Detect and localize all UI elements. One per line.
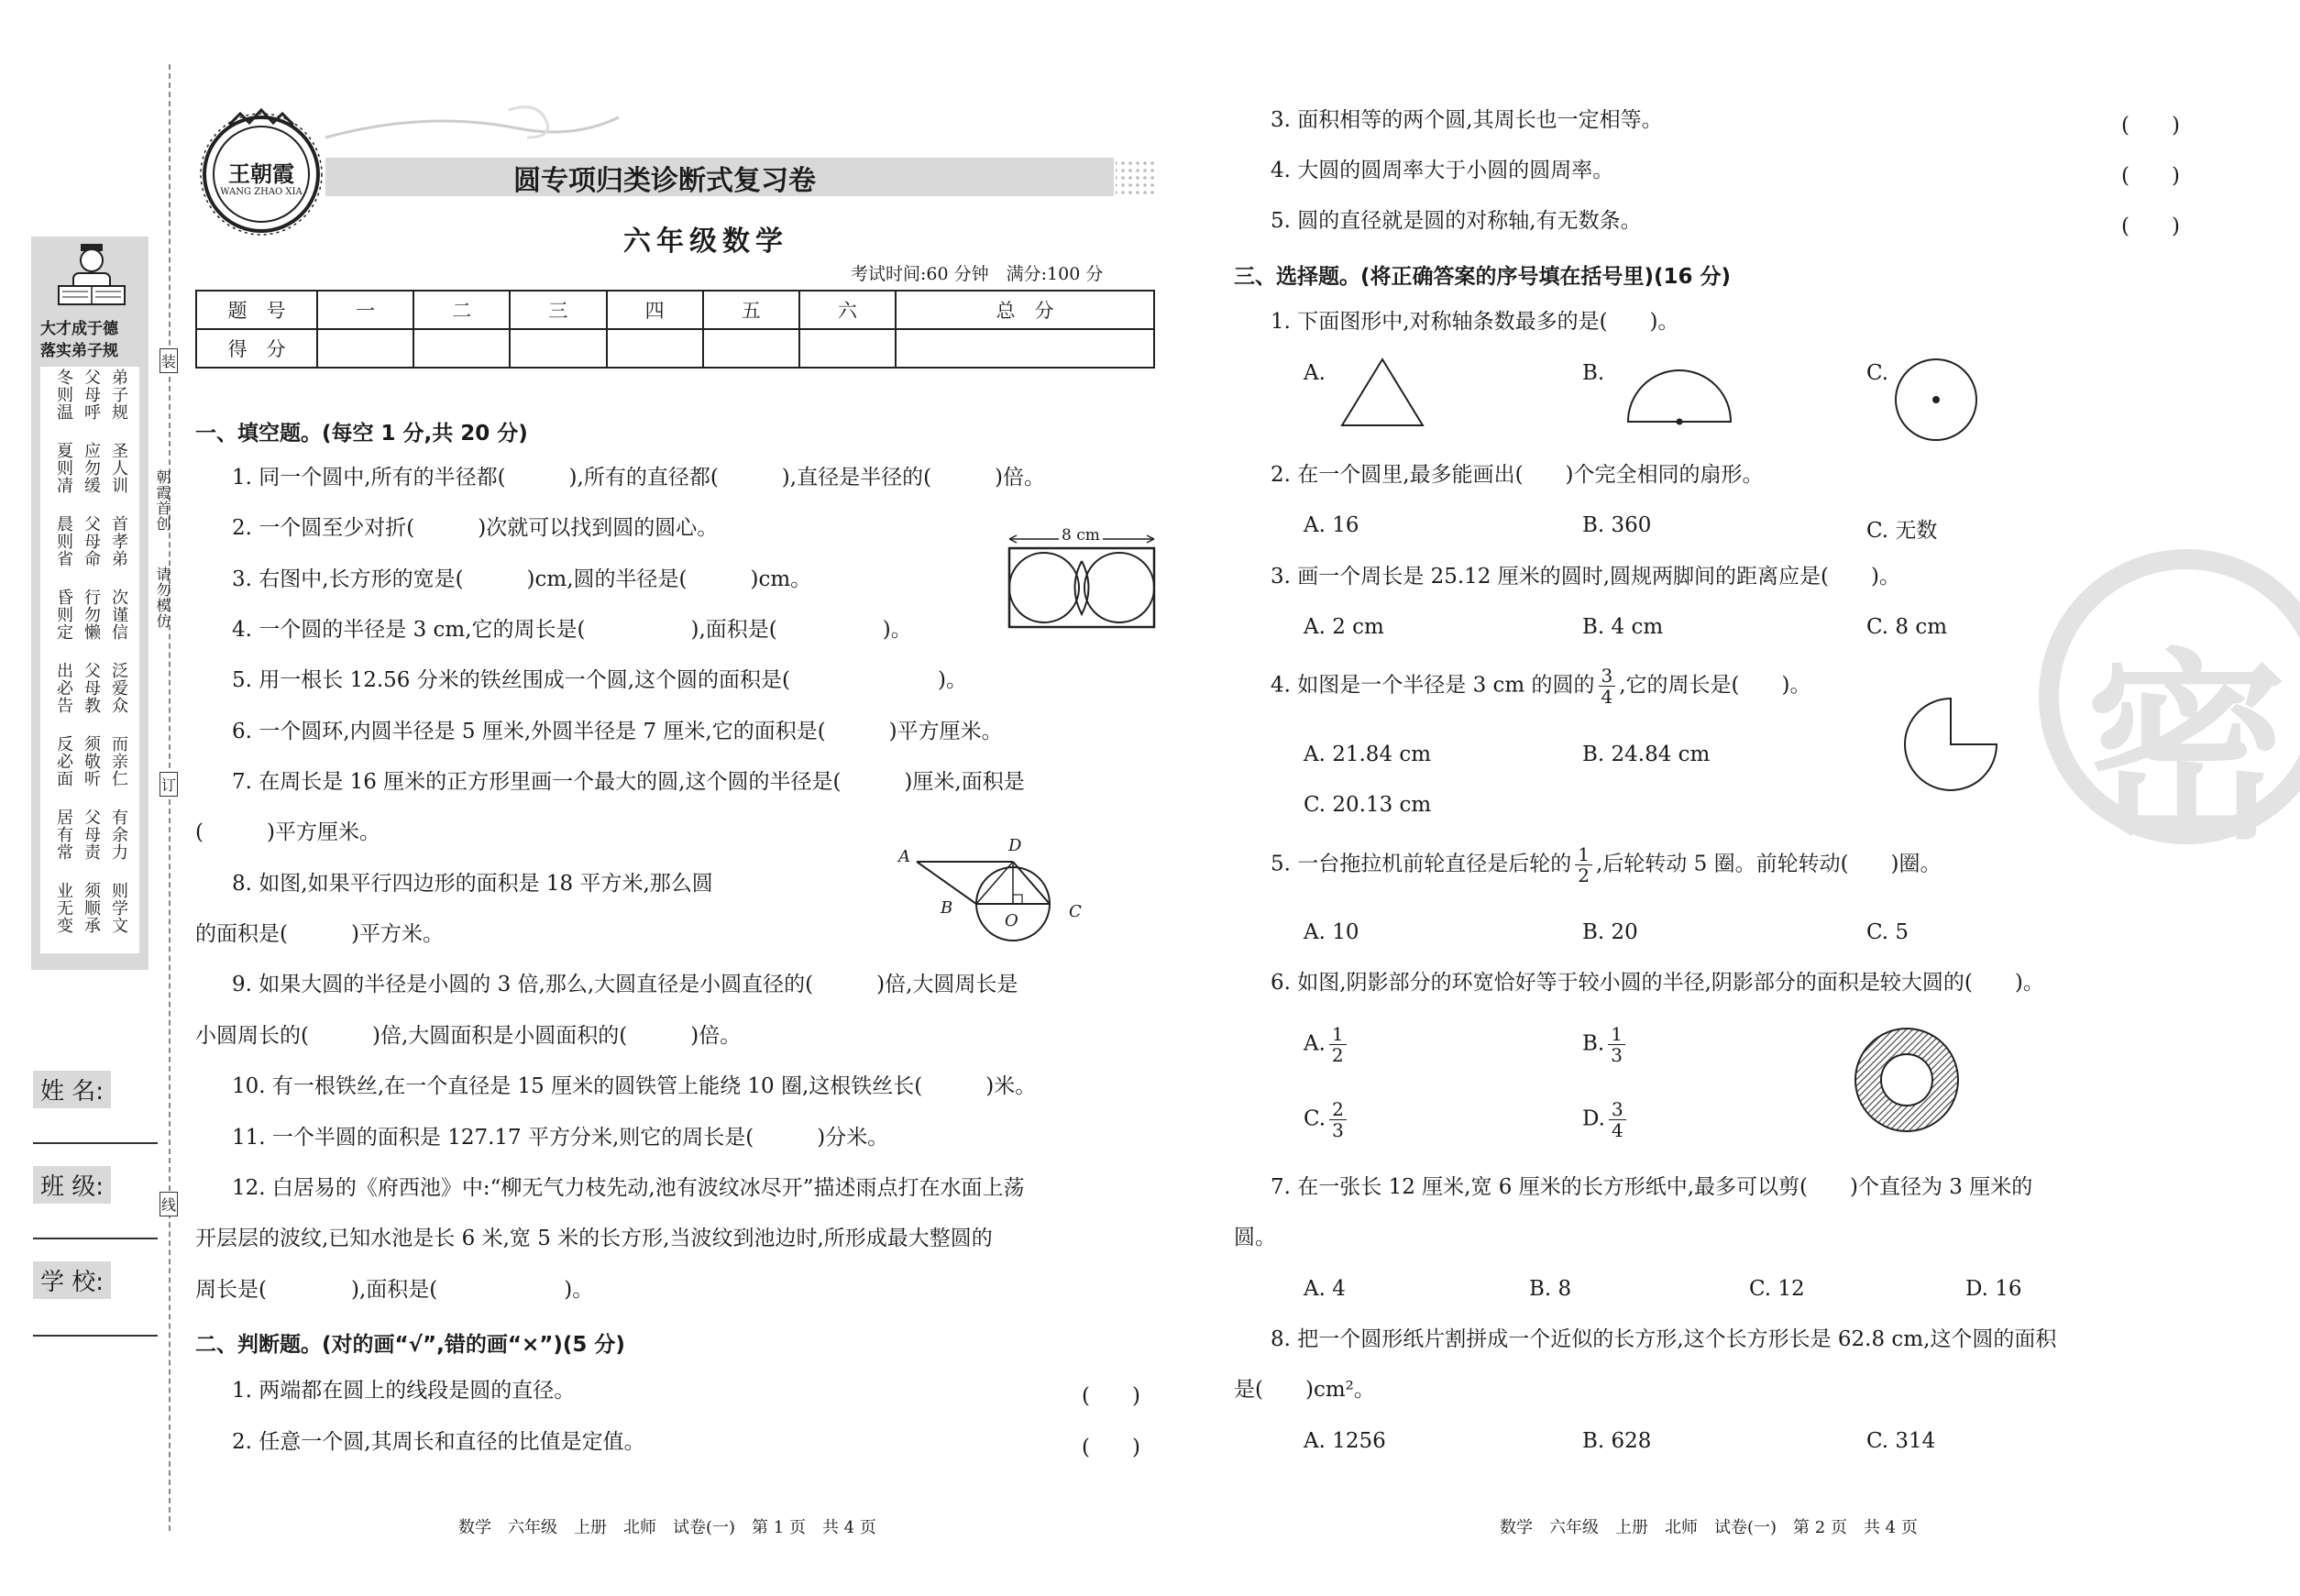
s3-q6-opt-d[interactable]: D. $\frac{3}{4}$ xyxy=(1582,1100,1630,1139)
s3-q3: 3. 画一个周长是 25.12 厘米的圆时,圆规两脚间的距离应是( )。 xyxy=(1271,565,1900,589)
poem-column: 行勿懒 xyxy=(82,589,101,641)
s1-q8b: 的面积是( )平方米。 xyxy=(195,922,444,946)
poem-column: 弟子规 xyxy=(109,369,128,421)
s1-q7a: 7. 在周长是 16 厘米的正方形里画一个最大的圆,这个圆的半径是( )厘米,面积是 xyxy=(232,770,1025,794)
s3-q6: 6. 如图,阴影部分的环宽恰好等于较小圆的半径,阴影部分的面积是较大圆的( )。 xyxy=(1271,971,2044,995)
school-field[interactable] xyxy=(33,1335,158,1337)
s2-q1: 1. 两端都在圆上的线段是圆的直径。 xyxy=(232,1379,576,1403)
cut-mark-1: 装 xyxy=(160,348,178,373)
s3-q5-opt-a[interactable]: A. 10 xyxy=(1304,920,1359,944)
poem-column: 业无变 xyxy=(54,882,73,934)
poem-column: 次谨信 xyxy=(109,589,128,641)
s3-q2-opt-b[interactable]: B. 360 xyxy=(1582,513,1652,537)
fig8-label-d: D xyxy=(1008,836,1022,855)
poem-column: 应勿缓 xyxy=(82,442,101,494)
poem-column: 有余力 xyxy=(109,809,128,861)
s3-q8a: 8. 把一个圆形纸片割拼成一个近似的长方形,这个长方形长是 62.8 cm,这个圆的面积 xyxy=(1271,1327,2057,1351)
s3-q4 xyxy=(1271,666,1811,706)
s3-q5-fraction: $\frac{1}{2}$ xyxy=(1575,845,1592,885)
s3-q6-opt-b[interactable]: B. $\frac{1}{3}$ xyxy=(1582,1025,1629,1064)
s3-q8-opt-a[interactable]: A. 1256 xyxy=(1304,1429,1386,1453)
score-input[interactable] xyxy=(799,329,896,368)
s3-q5-text-pre: 5. 一台拖拉机前轮直径是后轮的 xyxy=(1271,852,1572,876)
poem-column: 反必面 xyxy=(54,735,73,787)
s1-q5: 5. 用一根长 12.56 分米的铁丝围成一个圆,这个圆的面积是( )。 xyxy=(232,668,967,692)
class-field[interactable] xyxy=(33,1238,158,1239)
cut-line xyxy=(169,64,171,1531)
s2-q5-answer[interactable]: ( ) xyxy=(2121,215,2180,238)
s1-q9b: 小圆周长的( )倍,大圆面积是小圆面积的( )倍。 xyxy=(195,1024,742,1048)
s2-q3: 3. 面积相等的两个圆,其周长也一定相等。 xyxy=(1271,108,1663,132)
s3-q5-text-post: ,后轮转动 5 圈。前轮转动( )圈。 xyxy=(1596,852,1942,876)
section3-heading: 三、选择题。(将正确答案的序号填在括号里)(16 分) xyxy=(1234,265,1732,289)
s1-q7b: ( )平方厘米。 xyxy=(195,820,380,844)
s3-q8-opt-b[interactable]: B. 628 xyxy=(1582,1429,1652,1453)
s3-q6-opt-a[interactable]: A. $\frac{1}{2}$ xyxy=(1304,1025,1350,1064)
s3-q2-opt-c[interactable]: C. 无数 xyxy=(1866,519,1938,543)
three-quarter-circle-shape xyxy=(1903,697,1998,792)
poem-column: 冬则温 xyxy=(54,369,73,421)
s3-q4-opt-b[interactable]: B. 24.84 cm xyxy=(1582,743,1711,766)
score-cell: 总 分 xyxy=(896,291,1154,329)
s3-q7-opt-a[interactable]: A. 4 xyxy=(1304,1277,1346,1301)
s1-q2: 2. 一个圆至少对折( )次就可以找到圆的圆心。 xyxy=(232,516,719,540)
s1-q8a: 8. 如图,如果平行四边形的面积是 18 平方米,那么圆 xyxy=(232,872,713,896)
s3-q4-text-post: ,它的周长是( )。 xyxy=(1619,673,1811,698)
s3-q1-opt-a[interactable]: A. xyxy=(1304,361,1326,385)
figure-parallelogram-circle xyxy=(894,842,1091,942)
poem-column: 夏则凊 xyxy=(54,442,73,494)
page-title: 圆专项归类诊断式复习卷 xyxy=(513,165,816,197)
poem-column: 泛爱众 xyxy=(109,662,128,714)
s3-q4-text-pre: 4. 如图是一个半径是 3 cm 的圆的 xyxy=(1271,673,1595,698)
score-input[interactable] xyxy=(413,329,510,368)
cut-mark-3: 线 xyxy=(160,1192,178,1216)
fig8-label-b: B xyxy=(941,898,953,918)
footer-page-2: 数学 六年级 上册 北师 试卷(一) 第 2 页 共 4 页 xyxy=(1500,1518,1918,1537)
poem-column: 须敬听 xyxy=(82,735,101,787)
fig8-label-o: O xyxy=(1005,911,1018,930)
s1-q6: 6. 一个圆环,内圆半径是 5 厘米,外圆半径是 7 厘米,它的面积是( )平方厘米。 xyxy=(232,720,1003,743)
s2-q4: 4. 大圆的圆周率大于小圆的圆周率。 xyxy=(1271,159,1614,182)
s1-q3: 3. 右图中,长方形的宽是( )cm,圆的半径是( )cm。 xyxy=(232,567,812,591)
logo-text: 王朝霞 xyxy=(228,160,294,187)
score-table-header-row xyxy=(196,291,1154,329)
poem-column: 而亲仁 xyxy=(109,735,128,787)
watermark-text: 密 xyxy=(2085,632,2287,866)
poem-column: 父母呼 xyxy=(82,369,101,421)
s3-q1-opt-b[interactable]: B. xyxy=(1582,361,1605,385)
score-table-score-row xyxy=(196,329,1154,368)
poem-column: 昏则定 xyxy=(54,589,73,641)
s1-q12b: 开层层的波纹,已知水池是长 6 米,宽 5 米的长方形,当波纹到池边时,所形成最大整圆的 xyxy=(195,1227,993,1250)
s2-q5: 5. 圆的直径就是圆的对称轴,有无数条。 xyxy=(1271,209,1642,233)
s1-q12a: 12. 白居易的《府西池》中:“柳无气力枝先动,池有波纹冰尽开”描述雨点打在水面上荡 xyxy=(232,1176,1025,1200)
poem-column: 父母责 xyxy=(82,809,101,861)
poem-column: 须顺承 xyxy=(82,882,101,934)
s3-q2-opt-a[interactable]: A. 16 xyxy=(1304,513,1359,537)
s2-q3-answer[interactable]: ( ) xyxy=(2121,114,2180,138)
s3-q5 xyxy=(1271,845,1942,885)
poem-column: 父母教 xyxy=(82,662,101,714)
name-field[interactable] xyxy=(33,1142,158,1144)
sidebar-motto-1: 大才成于德 xyxy=(40,320,118,338)
page-subtitle: 六年级数学 xyxy=(623,226,788,258)
scholar-illustration xyxy=(46,240,138,315)
s3-q7-opt-d[interactable]: D. 16 xyxy=(1965,1277,2022,1301)
triangle-shape xyxy=(1337,356,1428,429)
figure-dimension-label: 8 cm xyxy=(1059,526,1103,545)
poem-column: 晨则省 xyxy=(54,515,73,567)
s2-q2-answer[interactable]: ( ) xyxy=(1082,1436,1140,1459)
s3-q7b: 圆。 xyxy=(1234,1226,1276,1249)
score-cell: 题 号 xyxy=(196,291,317,329)
s1-q11: 11. 一个半圆的面积是 127.17 平方分米,则它的周长是( )分米。 xyxy=(232,1126,889,1150)
score-cell: 五 xyxy=(703,291,799,329)
s2-q1-answer[interactable]: ( ) xyxy=(1082,1384,1140,1408)
s3-q4-opt-a[interactable]: A. 21.84 cm xyxy=(1304,743,1432,766)
section2-heading: 二、判断题。(对的画“√”,错的画“×”)(5 分) xyxy=(195,1333,625,1357)
s3-q8b: 是( )cm²。 xyxy=(1234,1378,1375,1402)
poem-column: 圣人训 xyxy=(109,442,128,494)
shaded-ring-shape xyxy=(1852,1025,1962,1135)
class-label: 班 级: xyxy=(33,1166,111,1204)
score-cell: 二 xyxy=(413,291,510,329)
score-cell: 三 xyxy=(510,291,606,329)
s3-q3-opt-b[interactable]: B. 4 cm xyxy=(1582,615,1664,639)
s1-q10: 10. 有一根铁丝,在一个直径是 15 厘米的圆铁管上能绕 10 圈,这根铁丝长( )米。 xyxy=(232,1074,1037,1098)
sidebar-note-1: 朝霞首创 xyxy=(154,469,171,532)
section1-heading: 一、填空题。(每空 1 分,共 20 分) xyxy=(195,422,528,446)
score-input[interactable] xyxy=(510,329,606,368)
s1-q12c: 周长是( ),面积是( )。 xyxy=(195,1278,594,1302)
s3-q4-fraction: $\frac{3}{4}$ xyxy=(1599,666,1616,706)
footer-page-1: 数学 六年级 上册 北师 试卷(一) 第 1 页 共 4 页 xyxy=(458,1518,876,1537)
poem-column: 则学文 xyxy=(109,882,128,934)
s3-q2: 2. 在一个圆里,最多能画出( )个完全相同的扇形。 xyxy=(1271,463,1764,487)
score-cell: 得 分 xyxy=(196,329,317,368)
score-cell: 六 xyxy=(799,291,896,329)
name-label: 姓 名: xyxy=(33,1071,111,1108)
fig8-label-c: C xyxy=(1069,902,1082,921)
s3-q3-opt-c[interactable]: C. 8 cm xyxy=(1866,615,1948,639)
semicircle-shape xyxy=(1624,367,1734,427)
s3-q5-opt-b[interactable]: B. 20 xyxy=(1582,920,1638,944)
score-input[interactable] xyxy=(896,329,1154,368)
score-input[interactable] xyxy=(317,329,413,368)
s3-q3-opt-a[interactable]: A. 2 cm xyxy=(1304,615,1384,639)
s3-q7a: 7. 在一张长 12 厘米,宽 6 厘米的长方形纸中,最多可以剪( )个直径为 3 厘米的 xyxy=(1271,1175,2033,1199)
s3-q6-opt-c[interactable]: C. $\frac{2}{3}$ xyxy=(1304,1100,1350,1139)
score-cell: 四 xyxy=(607,291,703,329)
s3-q7-opt-b[interactable]: B. 8 xyxy=(1529,1277,1572,1301)
s2-q2: 2. 任意一个圆,其周长和直径的比值是定值。 xyxy=(232,1430,645,1454)
cut-mark-2: 订 xyxy=(160,772,178,797)
s3-q1-opt-c[interactable]: C. xyxy=(1866,361,1889,385)
s2-q4-answer[interactable]: ( ) xyxy=(2121,164,2180,188)
poem-column: 父母命 xyxy=(82,515,101,567)
circle-shape xyxy=(1892,356,1980,444)
s3-q4-opt-c[interactable]: C. 20.13 cm xyxy=(1304,793,1432,817)
s1-q4: 4. 一个圆的半径是 3 cm,它的周长是( ),面积是( )。 xyxy=(232,618,912,642)
score-table xyxy=(195,290,1155,369)
sidebar-note-2: 请勿模仿 xyxy=(154,567,171,629)
poem-column: 居有常 xyxy=(54,809,73,861)
poem-column: 出必告 xyxy=(54,662,73,714)
logo-subtext: WANG ZHAO XIA xyxy=(220,187,303,197)
s3-q5-opt-c[interactable]: C. 5 xyxy=(1866,920,1909,944)
fig8-label-a: A xyxy=(898,847,910,866)
s3-q8-opt-c[interactable]: C. 314 xyxy=(1866,1429,1936,1453)
score-input[interactable] xyxy=(703,329,799,368)
score-cell: 一 xyxy=(317,291,413,329)
school-label: 学 校: xyxy=(33,1261,111,1299)
sidebar-poem xyxy=(46,369,138,955)
s3-q1: 1. 下面图形中,对称轴条数最多的是( )。 xyxy=(1271,310,1679,334)
s1-q1: 1. 同一个圆中,所有的半径都( ),所有的直径都( ),直径是半径的( )倍。 xyxy=(232,466,1046,490)
exam-info: 考试时间:60 分钟 满分:100 分 xyxy=(851,264,1104,284)
sidebar-motto-2: 落实弟子规 xyxy=(40,342,118,360)
score-input[interactable] xyxy=(607,329,703,368)
poem-column: 首孝弟 xyxy=(109,515,128,567)
s3-q7-opt-c[interactable]: C. 12 xyxy=(1749,1277,1805,1301)
s1-q9a: 9. 如果大圆的半径是小圆的 3 倍,那么,大圆直径是小圆直径的( )倍,大圆周长是 xyxy=(232,973,1018,996)
